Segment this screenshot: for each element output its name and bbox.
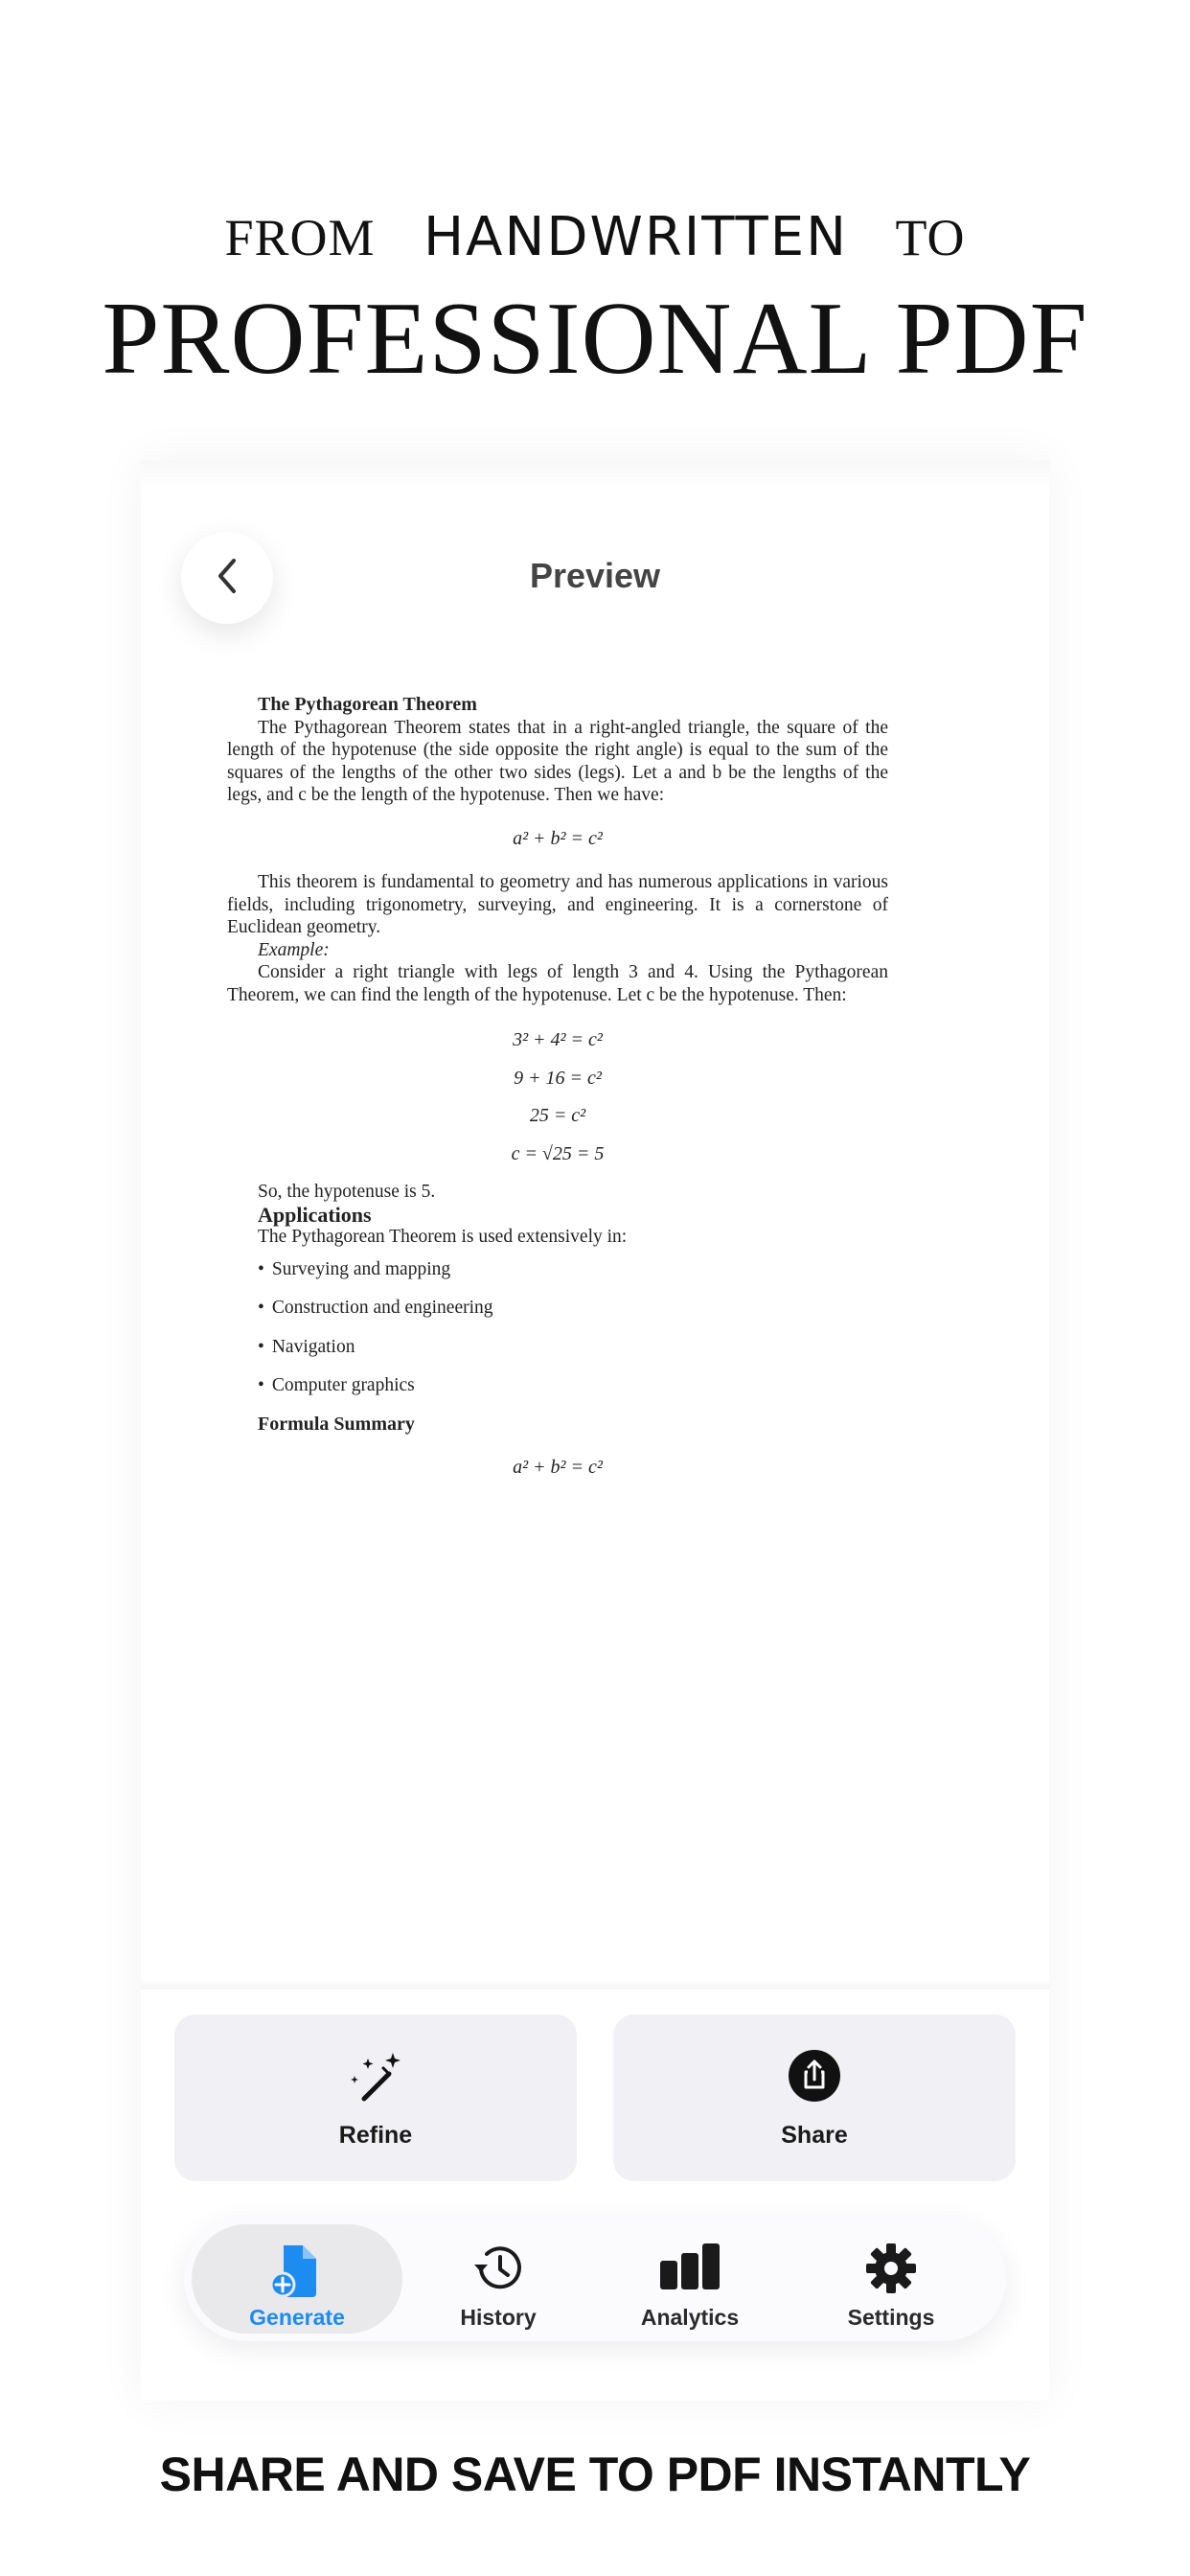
list-item: • Computer graphics xyxy=(258,1374,888,1397)
refine-button[interactable] xyxy=(174,2014,577,2181)
doc-formula-main: a² + b² = c² xyxy=(513,827,603,849)
tab-history[interactable] xyxy=(393,2224,604,2334)
doc-intro: The Pythagorean Theorem states that in a right-angled triangle, the square of the length of the hypotenuse (the side opposite the right angle) is equal to the sum of the squares of the lengths of the other two sides (legs). Let a and b be the lengths of the legs, and c be the length of the hypotenuse. Then we have: xyxy=(227,717,888,805)
tab-history-label: History xyxy=(460,2305,537,2330)
doc-conclusion: So, the hypotenuse is 5. xyxy=(258,1182,436,1202)
hero-headline-line1 xyxy=(0,206,1190,268)
doc-step: 9 + 16 = c² xyxy=(514,1067,602,1089)
share-label: Share xyxy=(781,2122,848,2149)
history-clock-icon xyxy=(393,2242,604,2295)
list-item: • Navigation xyxy=(258,1336,888,1359)
doc-heading: The Pythagorean Theorem xyxy=(258,694,477,715)
tab-settings-label: Settings xyxy=(847,2305,935,2330)
top-fade xyxy=(141,460,1049,489)
tab-analytics[interactable] xyxy=(584,2224,795,2334)
hero-headline-line2: PROFESSIONAL PDF xyxy=(102,282,1088,396)
doc-step: 25 = c² xyxy=(529,1105,586,1126)
tab-generate-label: Generate xyxy=(249,2305,345,2330)
tab-settings[interactable] xyxy=(786,2224,996,2334)
doc-paragraph2: This theorem is fundamental to geometry and has numerous applications in various fields, including trigonometry, surveying, and engineering. It is a cornerstone of Euclidean geometry. xyxy=(227,872,888,937)
page-title: Preview xyxy=(529,556,661,595)
doc-step: c = √25 = 5 xyxy=(511,1142,605,1164)
doc-formula-summary: a² + b² = c² xyxy=(513,1457,603,1478)
pdf-preview xyxy=(227,694,888,1501)
doc-applications-list xyxy=(227,1258,888,1397)
doc-step: 3² + 4² = c² xyxy=(513,1029,603,1050)
share-icon xyxy=(613,2049,1016,2103)
hero-to: TO xyxy=(895,209,966,266)
list-item: • Construction and engineering xyxy=(258,1297,888,1320)
doc-example-text: Consider a right triangle with legs of length 3 and 4. Using the Pythagorean Theorem, we can find the length of the hypotenuse. Let c be the hypotenuse. Then: xyxy=(227,962,888,1005)
tab-generate[interactable] xyxy=(192,2224,402,2334)
doc-example-label: Example: xyxy=(258,939,330,960)
document-add-icon xyxy=(192,2242,402,2299)
list-item: • Surveying and mapping xyxy=(258,1258,888,1281)
bar-chart-icon xyxy=(584,2242,795,2291)
refine-label: Refine xyxy=(338,2122,413,2149)
share-button[interactable] xyxy=(613,2014,1016,2181)
tab-bar xyxy=(184,2217,1006,2341)
magic-wand-icon xyxy=(174,2049,577,2106)
gear-icon xyxy=(786,2242,996,2295)
doc-applications-intro: The Pythagorean Theorem is used extensively in: xyxy=(258,1227,628,1247)
doc-applications-heading: Applications xyxy=(258,1202,372,1227)
hero-handwritten: HANDWRITTEN xyxy=(423,206,848,268)
tab-analytics-label: Analytics xyxy=(640,2305,740,2330)
doc-summary-heading: Formula Summary xyxy=(258,1413,415,1435)
app-screen xyxy=(141,460,1049,2401)
footer-tagline: SHARE AND SAVE TO PDF INSTANTLY xyxy=(159,2448,1031,2501)
divider xyxy=(141,1978,1049,1990)
hero-from: FROM xyxy=(224,209,376,266)
